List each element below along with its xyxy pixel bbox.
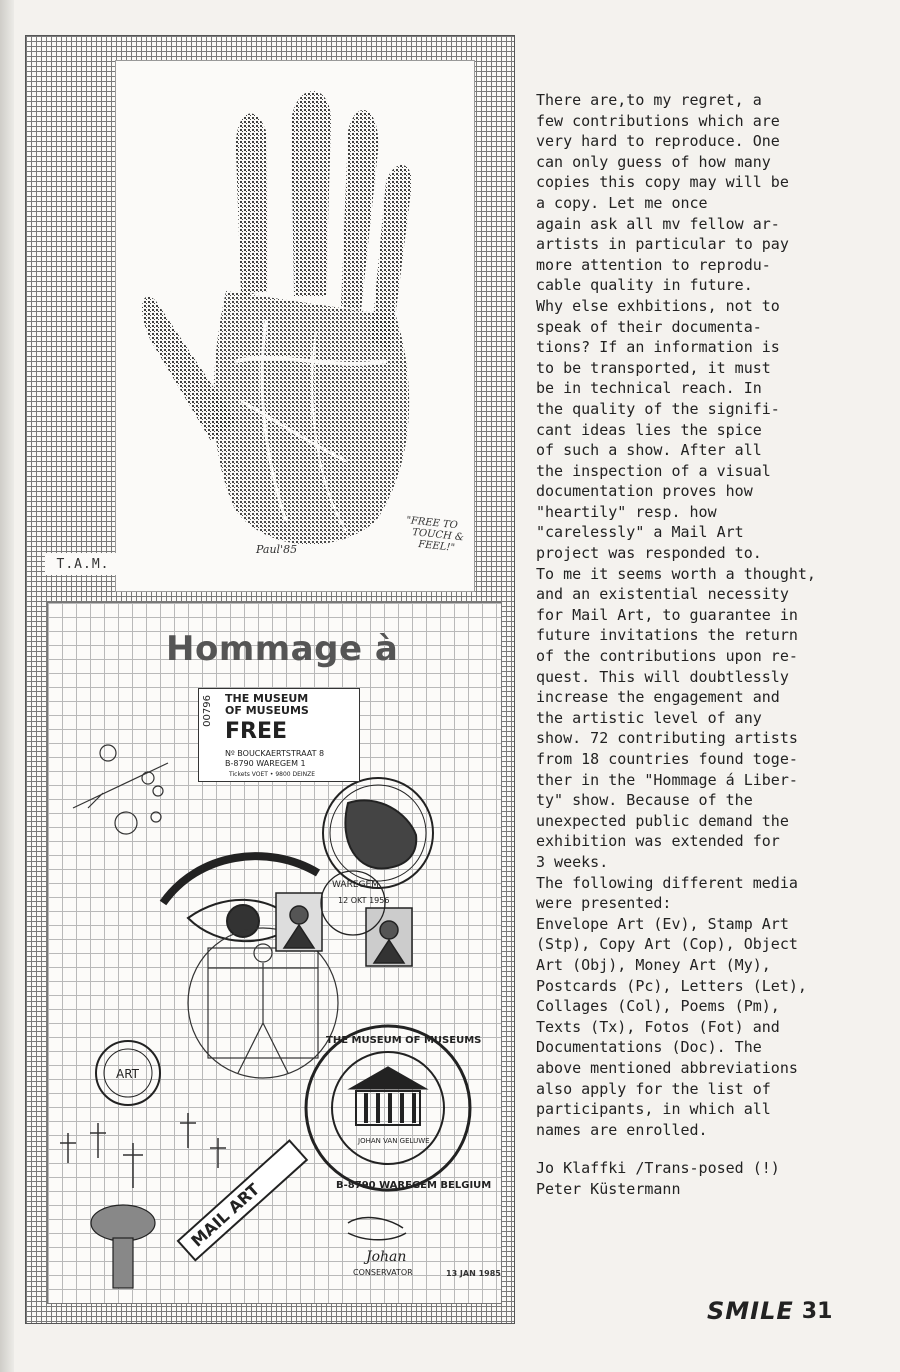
ticket-free: FREE (225, 719, 288, 744)
tam-caption: T.A.M. (45, 553, 121, 575)
round-art-stamp (323, 778, 433, 888)
magazine-footer (707, 1294, 867, 1328)
museum-seal (306, 1026, 470, 1190)
hommage-title: Hommage à (166, 629, 399, 669)
handshake-drawing (348, 1218, 406, 1240)
page-binding-edge (0, 0, 14, 1372)
handwritten-note: "FREE TO (405, 515, 459, 532)
art-stamp-label: ART (116, 1067, 140, 1081)
article-signature: Jo Klaffki /Trans-posed (!) Peter Küstermann (536, 1159, 780, 1198)
mushroom-cloud-drawing (91, 1205, 155, 1288)
ticket-printer: Tickets VOET • 9800 DEINZE (229, 771, 316, 778)
article-body: There are,to my regret, a few contributions which are very hard to reproduce. One can only guess of how many copies this copy may will be a copy. Let me once again ask all mv fellow ar- artists in particular to pay more attention to reprodu- cable quality in future. Why else exhbitions, not to speak of their documenta- tions? If an information is to be transported, it must be in technical reach. In the quality of the signifi- cant ideas lies the spice of such a show. After all the inspection of a visual documentation proves how "heartily" resp. how "carelessly" a Mail Art project was responded to. To me it seems worth a thought, and an existential necessity for Mail Art, to guarantee in future invitations the return of the contributions upon re- quest. This will doubtlessly increase the engagement and the artistic level of any show. 72 contributing artists from 18 countries found toge- ther in the "Hommage á Liber- ty" show. Because of the unexpected public demand the exhibition was extended for 3 weeks. The following different media were presented: Envelope Art (Ev), Stamp Art (Stp), Copy Art (Cop), Object Art (Obj), Money Art (My), Postcards (Pc), Letters (Let), Collages (Col), Poems (Pm), Texts (Tx), Fotos (Fot) and Documentations (Doc). The above mentioned abbreviations also apply for the list of participants, in which all names are enrolled. (536, 91, 816, 1139)
conservator-label: CONSERVATOR (353, 1268, 413, 1277)
postmark-city: WAREGEM (332, 880, 379, 890)
handprint-image (116, 61, 474, 591)
ticket-address: Nº BOUCKAERTSTRAAT 8 B-8790 WAREGEM 1 (225, 749, 325, 768)
mail-art-label: MAIL ART (187, 1179, 264, 1251)
postmark-date: 12 OKT 1956 (338, 896, 390, 905)
handprint-artwork (115, 60, 475, 592)
artist-signature: Paul'85 (256, 543, 298, 556)
ticket-number: 00796 (202, 695, 213, 727)
hommage-collage (47, 602, 502, 1304)
svg-text:FEEL!": FEEL!" (417, 539, 456, 554)
johan-signature: Johan (366, 1249, 407, 1265)
page-number: 31 (801, 1298, 833, 1324)
seal-top-text: THE MUSEUM OF MUSEUMS (326, 1035, 482, 1046)
seal-bottom-text: B-8790 WAREGEM BELGIUM (336, 1180, 492, 1191)
museum-ticket (198, 688, 360, 782)
seal-center-text: JOHAN VAN GELUWE (358, 1137, 430, 1145)
collage-date-stamp: 13 JAN 1985 (446, 1269, 501, 1278)
bubbles-drawing (73, 745, 168, 834)
crosses-drawing (60, 1113, 226, 1188)
svg-text:TOUCH &: TOUCH & (411, 527, 465, 544)
smile-logo: SMILE (707, 1297, 794, 1325)
ticket-heading: THE MUSEUM OF MUSEUMS (225, 692, 309, 717)
